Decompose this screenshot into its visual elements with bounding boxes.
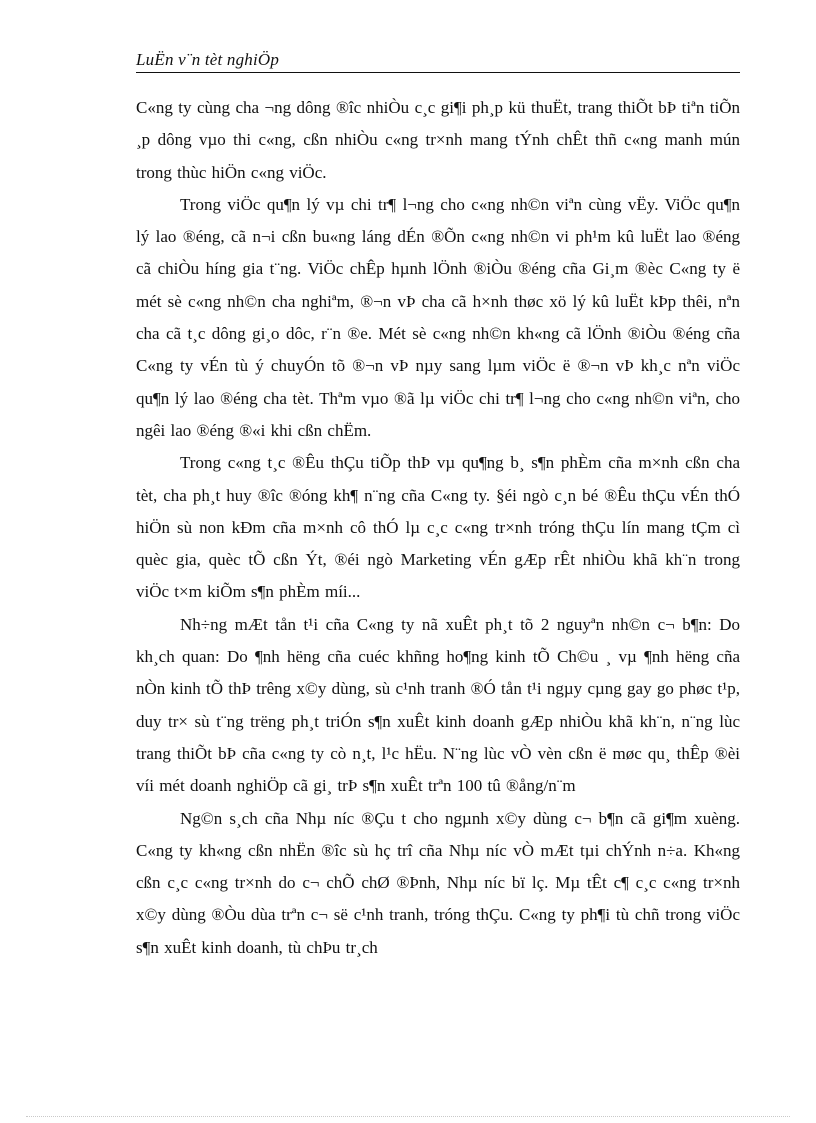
page-bottom-divider (26, 1116, 790, 1117)
paragraph-2: Trong viÖc qu¶n lý vµ chi tr¶ l¬ng cho c«ng nh©n viªn cùng vËy. ViÖc qu¶n lý lao ®éng, cã n¬i cßn bu«ng láng dÉn ®Õn c«ng nh©n vi ph¹m kû luËt lao ®éng cã chiÒu híng gia t¨ng. ViÖc chÊp hµnh lÖnh ®iÒu ®éng cña Gi¸m ®èc C«ng ty ë mét sè c«ng nh©n cha nghiªm, ®¬n vÞ cha cã h×nh thøc xö lý kû luËt kÞp thêi, nªn cha cã t¸c dông gi¸o dôc, r¨n ®e. Mét sè c«ng nh©n kh«ng cã lÖnh ®iÒu ®éng cña C«ng ty vÉn tù ý chuyÓn tõ ®¬n vÞ nµy sang lµm viÖc ë ®¬n vÞ kh¸c nªn viÖc qu¶n lý lao ®éng cha tèt. Thªm vµo ®ã lµ viÖc chi tr¶ l¬ng cho c«ng nh©n viªn, cho ngêi lao ®éng ®«i khi cßn chËm. (136, 194, 740, 440)
header-title: LuËn v¨n tèt nghiÖp (136, 50, 280, 69)
paragraph-3: Trong c«ng t¸c ®Êu thÇu tiÕp thÞ vµ qu¶ng b¸ s¶n phÈm cña m×nh cßn cha tèt, cha ph¸t huy ®îc ®óng kh¶ n¨ng cña C«ng ty. §éi ngò c¸n bé ®Êu thÇu vÉn thÓ hiÖn sù non kÐm cña m×nh cô thÓ lµ c¸c c«ng tr×nh tróng thÇu lín mang tÇm cì quèc gia, quèc tÕ cßn Ýt, ®éi ngò Marketing vÉn gÆp rÊt nhiÒu khã kh¨n trong viÖc t×m kiÕm s¶n phÈm míi... (136, 453, 740, 602)
paragraph-1: C«ng ty cùng cha ¬ng dông ®îc nhiÒu c¸c gi¶i ph¸p kü thuËt, trang thiÕt bÞ tiªn tiÕn ¸p dông vµo thi c«ng, cßn nhiÒu c«ng tr×nh mang tÝnh chÊt thñ c«ng manh mún trong thùc hiÖn c«ng viÖc. (136, 98, 740, 182)
document-body (136, 92, 740, 964)
page-header (136, 50, 740, 73)
paragraph-4: Nh÷ng mÆt tån t¹i cña C«ng ty nã xuÊt ph¸t tõ 2 nguyªn nh©n c¬ b¶n: Do kh¸ch quan: Do ¶nh hëng cña cuéc khñng ho¶ng kinh tÕ Ch©u ¸ vµ ¶nh hëng cña nÒn kinh tÕ thÞ trêng x©y dùng, sù c¹nh tranh ®Ó tån t¹i ngµy cµng gay go phøc t¹p, duy tr× sù t¨ng trëng ph¸t triÓn s¶n xuÊt kinh doanh gÆp nhiÒu khã kh¨n, n¨ng lùc trang thiÕt bÞ cña c«ng ty cò n¸t, l¹c hËu. N¨ng lùc vÒ vèn cßn ë møc qu¸ thÊp ®èi víi mét doanh nghiÖp cã gi¸ trÞ s¶n xuÊt trªn 100 tû ®ång/n¨m (136, 614, 740, 796)
paragraph-5: Ng©n s¸ch cña Nhµ níc ®Çu t cho ngµnh x©y dùng c¬ b¶n cã gi¶m xuèng. C«ng ty kh«ng cßn nhËn ®îc sù hç trî cña Nhµ níc vÒ mÆt tµi chÝnh n÷a. Kh«ng cßn c¸c c«ng tr×nh do c¬ chÕ chØ ®Þnh, Nhµ níc bï lç. Mµ tÊt c¶ c¸c c«ng tr×nh x©y dùng ®Òu dùa trªn c¬ së c¹nh tranh, tróng thÇu. C«ng ty ph¶i tù chñ trong viÖc s¶n xuÊt kinh doanh, tù chÞu tr¸ch (136, 808, 740, 957)
